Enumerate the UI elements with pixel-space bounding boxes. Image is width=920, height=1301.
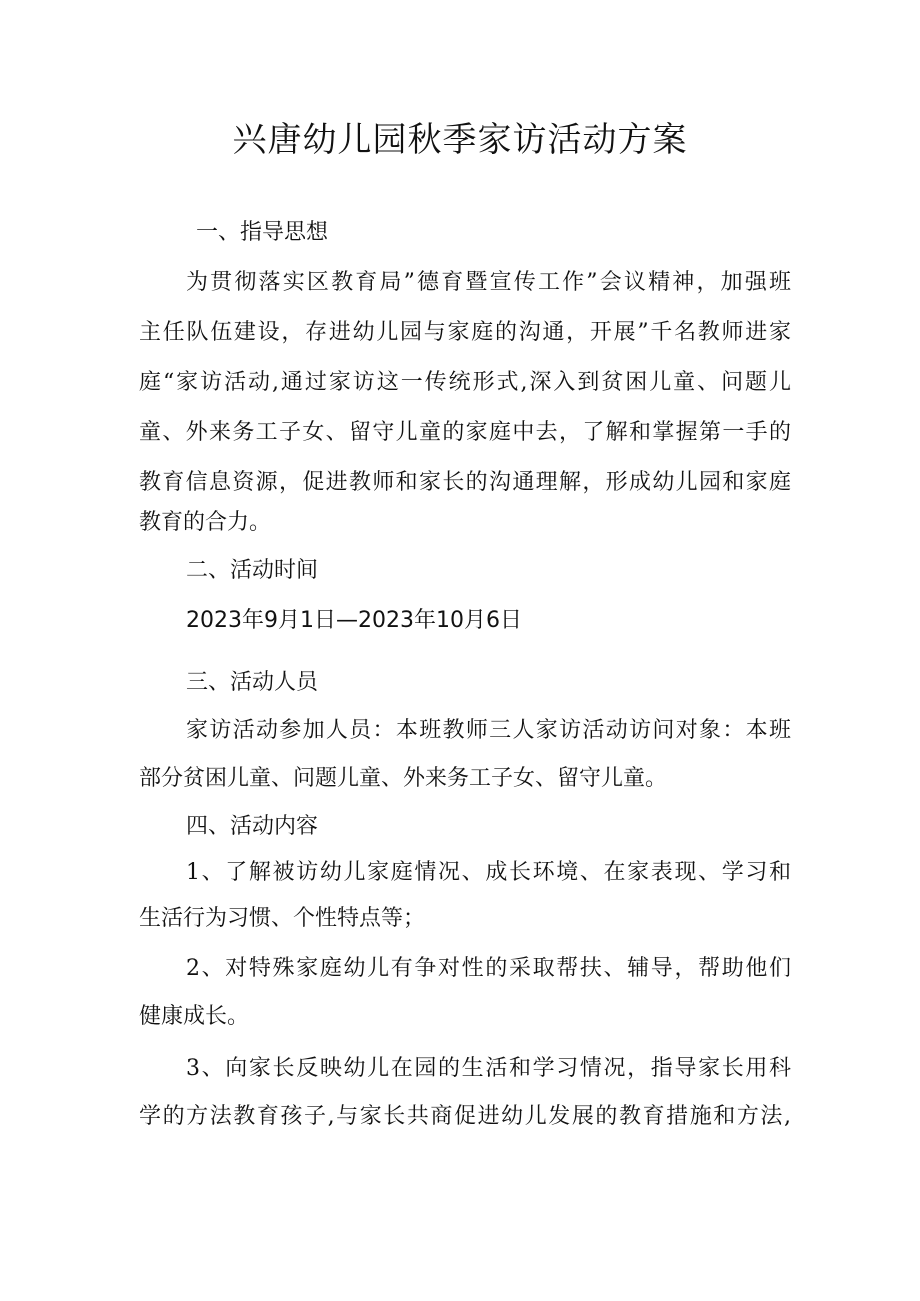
activity-date-range: 2023年9月1日—2023年10月6日: [186, 608, 522, 633]
section-heading-guiding-ideology: 一、指导思想: [196, 220, 329, 245]
list-item-line: 学的方法教育孩子,与家长共商促进幼儿发展的教育措施和方法,: [139, 1104, 791, 1129]
list-item-line: 健康成长。: [139, 1004, 250, 1029]
section-heading-activity-time: 二、活动时间: [186, 558, 319, 583]
paragraph-line: 教育的合力。: [139, 510, 272, 535]
paragraph-line: 童、外来务工子女、留守儿童的家庭中去，了解和掌握第一手的: [139, 420, 791, 445]
paragraph-line: 教育信息资源，促进教师和家长的沟通理解，形成幼儿园和家庭: [139, 470, 791, 495]
paragraph-line: 庭“家访活动,通过家访这一传统形式,深入到贫困儿童、问题儿: [139, 370, 791, 395]
paragraph-line: 家访活动参加人员：本班教师三人家访活动访问对象：本班: [186, 718, 791, 743]
paragraph-line: 主任队伍建设，存进幼儿园与家庭的沟通，开展”千名教师进家: [139, 320, 791, 345]
paragraph-line: 为贯彻落实区教育局”德育暨宣传工作”会议精神，加强班: [186, 270, 791, 295]
section-heading-activity-content: 四、活动内容: [186, 814, 319, 839]
document-title: 兴唐幼儿园秋季家访活动方案: [232, 120, 688, 160]
list-item-line: 3、向家长反映幼儿在园的生活和学习情况，指导家长用科: [186, 1056, 791, 1081]
section-heading-activity-personnel: 三、活动人员: [186, 670, 319, 695]
list-item-line: 1、了解被访幼儿家庭情况、成长环境、在家表现、学习和: [186, 860, 791, 885]
list-item-line: 2、对特殊家庭幼儿有争对性的采取帮扶、辅导，帮助他们: [186, 956, 791, 981]
paragraph-line: 部分贫困儿童、问题儿童、外来务工子女、留守儿童。: [139, 766, 668, 791]
list-item-line: 生活行为习惯、个性特点等；: [139, 906, 426, 931]
